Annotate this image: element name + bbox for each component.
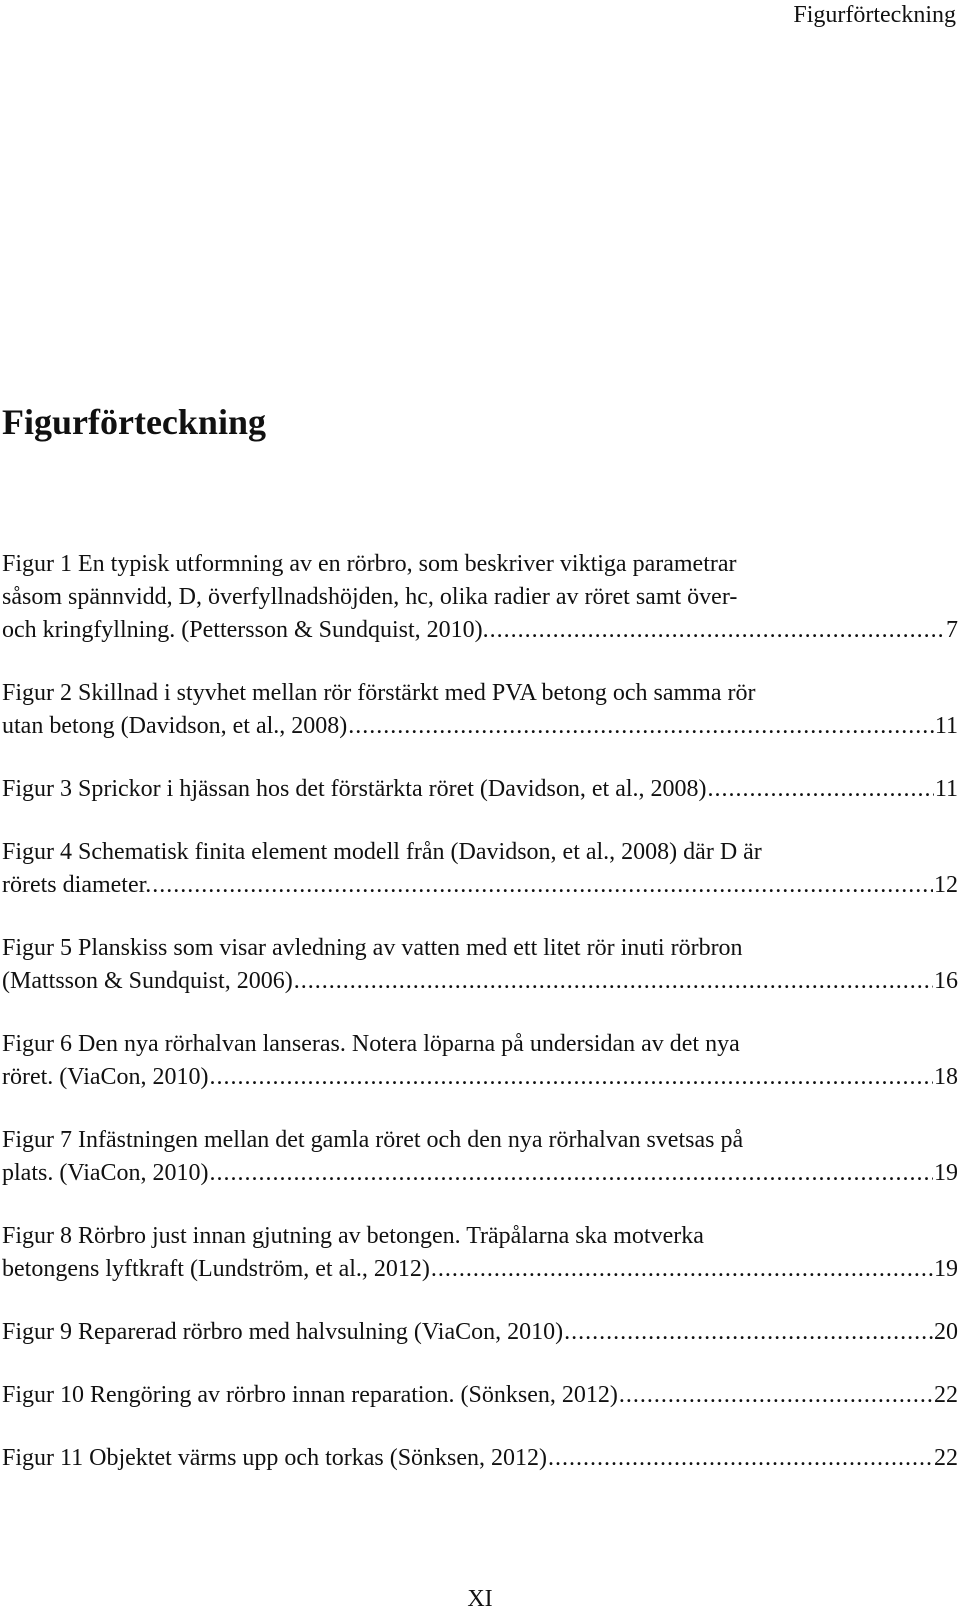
toc-entry-text-line: såsom spännvidd, D, överfyllnadshöjden, hc, olika radier av röret samt över- [2, 584, 738, 610]
toc-entry-text: rörets diameter. [2, 872, 152, 898]
toc-entry-final-line [2, 710, 958, 743]
dot-leader [619, 1379, 933, 1412]
toc-page-number: 18 [934, 1064, 958, 1090]
toc-entry-final-line [2, 614, 958, 647]
toc-entry-text-line: Figur 2 Skillnad i styvhet mellan rör förstärkt med PVA betong och samma rör [2, 680, 756, 706]
toc-entry-final-line [2, 965, 958, 998]
toc-entry-1[interactable] [2, 548, 958, 647]
toc-entry-text: utan betong (Davidson, et al., 2008) [2, 713, 348, 739]
figure-list [2, 548, 958, 1505]
dot-leader [210, 1157, 933, 1190]
toc-entry-final-line [2, 1253, 958, 1286]
toc-entry-8[interactable] [2, 1220, 958, 1286]
toc-entry-5[interactable] [2, 932, 958, 998]
toc-page-number: 11 [934, 713, 958, 739]
toc-entry-text: plats. (ViaCon, 2010) [2, 1160, 209, 1186]
toc-entry-text: Figur 10 Rengöring av rörbro innan reparation. (Sönksen, 2012) [2, 1382, 618, 1408]
dot-leader [431, 1253, 933, 1286]
toc-entry-text-line: Figur 8 Rörbro just innan gjutning av betongen. Träpålarna ska motverka [2, 1223, 704, 1249]
dot-leader [564, 1316, 933, 1349]
dot-leader [348, 710, 934, 743]
toc-entry-7[interactable] [2, 1124, 958, 1190]
toc-page-number: 7 [946, 617, 958, 643]
toc-entry-text: Figur 3 Sprickor i hjässan hos det förstärkta röret (Davidson, et al., 2008) [2, 776, 707, 802]
toc-entry-text: Figur 9 Reparerad rörbro med halvsulning (ViaCon, 2010) [2, 1319, 564, 1345]
toc-entry-final-line [2, 1316, 958, 1349]
toc-entry-final-line [2, 773, 958, 806]
running-header: Figurförteckning [793, 2, 956, 28]
toc-entry-6[interactable] [2, 1028, 958, 1094]
toc-entry-final-line [2, 869, 958, 902]
toc-page-number: 22 [934, 1382, 958, 1408]
toc-entry-9[interactable] [2, 1316, 958, 1349]
toc-page-number: 19 [934, 1160, 958, 1186]
dot-leader [708, 773, 934, 806]
toc-entry-final-line [2, 1157, 958, 1190]
toc-entry-4[interactable] [2, 836, 958, 902]
page-title: Figurförteckning [2, 402, 266, 442]
dot-leader [152, 869, 933, 902]
toc-entry-text-line: Figur 5 Planskiss som visar avledning av vatten med ett litet rör inuti rörbron [2, 935, 743, 961]
toc-page-number: 19 [934, 1256, 958, 1282]
toc-page-number: 22 [934, 1445, 958, 1471]
page-number: XI [467, 1586, 493, 1612]
toc-entry-final-line [2, 1442, 958, 1475]
toc-entry-text-line: Figur 6 Den nya rörhalvan lanseras. Notera löparna på undersidan av det nya [2, 1031, 740, 1057]
toc-entry-11[interactable] [2, 1442, 958, 1475]
toc-page-number: 16 [934, 968, 958, 994]
toc-entry-text: och kringfyllning. (Pettersson & Sundquist, 2010). [2, 617, 489, 643]
toc-page-number: 12 [934, 872, 958, 898]
dot-leader [210, 1061, 933, 1094]
toc-entry-text: betongens lyftkraft (Lundström, et al., 2012) [2, 1256, 430, 1282]
toc-entry-text: röret. (ViaCon, 2010) [2, 1064, 209, 1090]
toc-entry-10[interactable] [2, 1379, 958, 1412]
toc-entry-final-line [2, 1061, 958, 1094]
toc-entry-text: Figur 11 Objektet värms upp och torkas (Sönksen, 2012) [2, 1445, 548, 1471]
toc-entry-text-line: Figur 7 Infästningen mellan det gamla röret och den nya rörhalvan svetsas på [2, 1127, 744, 1153]
toc-entry-text: (Mattsson & Sundquist, 2006) [2, 968, 293, 994]
dot-leader [294, 965, 933, 998]
toc-entry-text-line: Figur 4 Schematisk finita element modell från (Davidson, et al., 2008) där D är [2, 839, 762, 865]
toc-entry-final-line [2, 1379, 958, 1412]
toc-entry-2[interactable] [2, 677, 958, 743]
dot-leader [490, 614, 945, 647]
toc-page-number: 11 [934, 776, 958, 802]
toc-page-number: 20 [934, 1319, 958, 1345]
dot-leader [548, 1442, 933, 1475]
toc-entry-3[interactable] [2, 773, 958, 806]
toc-entry-text-line: Figur 1 En typisk utformning av en rörbro, som beskriver viktiga parametrar [2, 551, 737, 577]
